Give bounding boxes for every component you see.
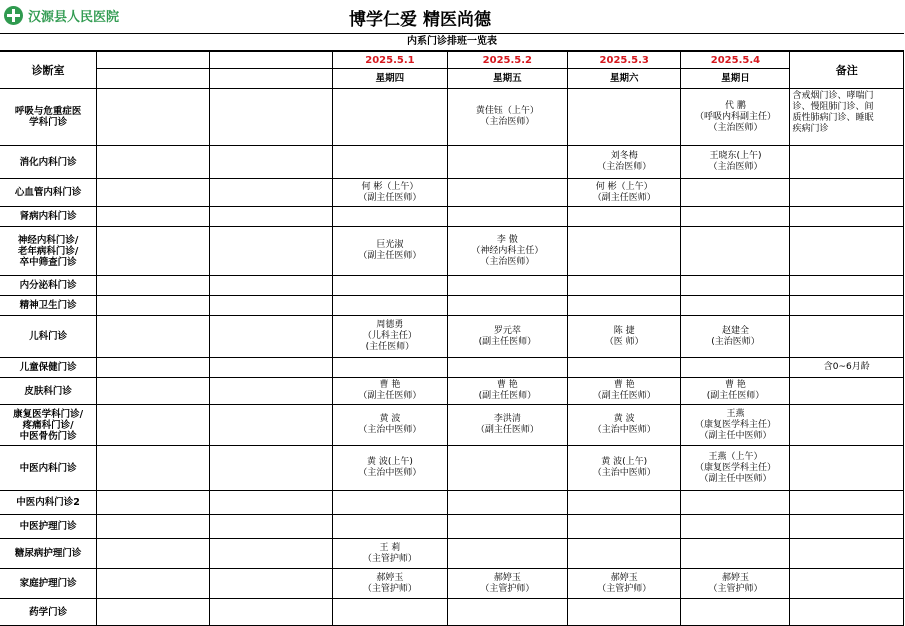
- cell-line: 诊、慢阻肺门诊、间: [792, 102, 874, 112]
- cell-line: 儿童保健门诊: [19, 362, 77, 373]
- cell-line: （主管护师）: [708, 583, 763, 594]
- cell-line: 何 彬（上午）: [361, 181, 419, 192]
- cell-line: 中医内科门诊: [19, 462, 77, 474]
- remark-column-header: 备注: [790, 52, 904, 89]
- cell-line: （儿科主任）: [362, 331, 417, 341]
- doctor-cell: [681, 316, 790, 358]
- cell-line: 李 傲: [496, 234, 518, 245]
- doctor-cell: [681, 515, 790, 539]
- doctor-cell: [333, 227, 448, 276]
- cell-line: (副主任医师）: [478, 336, 537, 347]
- doctor-cell: [333, 296, 448, 316]
- cell-line: （主管护师）: [362, 583, 417, 594]
- dept-name: [0, 227, 97, 276]
- doctor-cell: [567, 316, 680, 358]
- remark-cell: [790, 227, 904, 276]
- empty-cell: [209, 179, 333, 207]
- schedule-row: [0, 89, 904, 146]
- cell-line: 内分泌科门诊: [19, 280, 77, 291]
- schedule-row: [0, 599, 904, 626]
- empty-cell: [97, 316, 209, 358]
- cell-line: 曹 艳: [379, 380, 401, 390]
- cell-line: 李洪清: [493, 414, 521, 424]
- cell-line: （副主任医师）: [592, 192, 656, 203]
- cell-line: 曹 艳: [496, 380, 518, 390]
- doctor-cell: [447, 207, 567, 227]
- doctor-cell: [447, 405, 567, 446]
- schedule-table: [0, 51, 904, 626]
- cell-line: （神经内科主任）: [471, 245, 544, 256]
- doctor-cell: [333, 405, 448, 446]
- doctor-cell: [333, 146, 448, 179]
- cell-line: (主治医师）: [711, 336, 760, 347]
- schedule-row: [0, 227, 904, 276]
- dept-name: [0, 207, 97, 227]
- cell-line: （医 师）: [604, 336, 644, 347]
- doctor-cell: [333, 89, 448, 146]
- doctor-cell: [567, 207, 680, 227]
- remark-cell: [790, 146, 904, 179]
- cell-line: 中医内科门诊2: [16, 497, 80, 508]
- remark-cell: [790, 378, 904, 405]
- doctor-cell: [681, 569, 790, 599]
- doctor-cell: [567, 146, 680, 179]
- doctor-cell: [333, 276, 448, 296]
- doctor-cell: [333, 446, 448, 491]
- empty-cell: [209, 378, 333, 405]
- schedule-row: [0, 539, 904, 569]
- cell-line: （副主任中医师）: [699, 473, 772, 484]
- cell-line: （呼吸内科副主任）: [694, 111, 776, 122]
- doctor-cell: [447, 227, 567, 276]
- doctor-cell: [681, 358, 790, 378]
- empty-cell: [209, 89, 333, 146]
- schedule-row: [0, 276, 904, 296]
- empty-cell: [209, 569, 333, 599]
- cell-line: 疾病门诊: [792, 124, 829, 134]
- dept-name: [0, 599, 97, 626]
- empty-header-cell: [97, 52, 209, 69]
- cell-line: 质性肺病门诊、睡眠: [792, 113, 874, 123]
- hospital-logo: [4, 6, 119, 25]
- empty-cell: [209, 296, 333, 316]
- cell-line: （副主任医师）: [358, 391, 422, 401]
- cell-line: 郝婷玉: [376, 572, 404, 583]
- empty-cell: [209, 539, 333, 569]
- doctor-cell: [447, 539, 567, 569]
- schedule-body: [0, 89, 904, 626]
- empty-cell: [209, 405, 333, 446]
- empty-cell: [97, 446, 209, 491]
- cell-line: 黄 波: [613, 414, 635, 424]
- dept-name: [0, 179, 97, 207]
- dept-name: [0, 405, 97, 446]
- cell-line: 王燕（上午）: [708, 451, 763, 462]
- weekday-header: 星期四: [333, 69, 448, 89]
- cell-line: 曹 艳: [613, 380, 635, 390]
- cell-line: 黄佳钰（上午）: [475, 106, 539, 116]
- doctor-cell: [333, 491, 448, 515]
- empty-cell: [97, 207, 209, 227]
- cell-line: 周德勇: [376, 320, 404, 330]
- cell-line: (副主任医师）: [706, 391, 765, 401]
- date-header: 2025.5.4: [681, 52, 790, 69]
- remark-cell: [790, 276, 904, 296]
- dept-name: [0, 569, 97, 599]
- doctor-cell: [567, 446, 680, 491]
- doctor-cell: [333, 207, 448, 227]
- empty-cell: [209, 207, 333, 227]
- cell-line: （副主任医师）: [592, 391, 656, 401]
- remark-cell: [790, 539, 904, 569]
- cell-line: 中医护理门诊: [19, 521, 77, 532]
- doctor-cell: [447, 316, 567, 358]
- header: [0, 0, 904, 34]
- doctor-cell: [447, 296, 567, 316]
- doctor-cell: [333, 539, 448, 569]
- cell-line: 皮肤科门诊: [24, 385, 72, 397]
- cell-line: 黄 波(上午): [366, 457, 413, 467]
- empty-cell: [209, 491, 333, 515]
- doctor-cell: [447, 446, 567, 491]
- schedule-row: [0, 515, 904, 539]
- empty-cell: [209, 599, 333, 626]
- empty-cell: [209, 316, 333, 358]
- doctor-cell: [447, 89, 567, 146]
- empty-cell: [97, 405, 209, 446]
- schedule-row: [0, 207, 904, 227]
- cell-line: 何 彬（上午）: [595, 181, 653, 192]
- doctor-cell: [333, 378, 448, 405]
- empty-cell: [209, 227, 333, 276]
- cell-line: 含0~6月龄: [823, 362, 870, 372]
- date-header: 2025.5.3: [567, 52, 680, 69]
- doctor-cell: [681, 378, 790, 405]
- cell-line: （主治中医师）: [592, 468, 656, 478]
- doctor-cell: [567, 179, 680, 207]
- cell-line: 呼吸与危重症医: [14, 106, 82, 117]
- remark-cell: [790, 316, 904, 358]
- doctor-cell: [447, 276, 567, 296]
- doctor-cell: [333, 569, 448, 599]
- remark-cell: [790, 207, 904, 227]
- doctor-cell: [567, 89, 680, 146]
- cell-line: 赵建全: [721, 325, 749, 336]
- dept-column-header: 诊断室: [0, 52, 97, 89]
- empty-cell: [97, 378, 209, 405]
- doctor-cell: [681, 276, 790, 296]
- doctor-cell: [333, 316, 448, 358]
- doctor-cell: [681, 207, 790, 227]
- cell-line: 曹 艳: [725, 380, 746, 390]
- remark-cell: [790, 89, 904, 146]
- schedule-row: [0, 446, 904, 491]
- cell-line: 中医骨伤门诊: [19, 430, 77, 442]
- doctor-cell: [447, 179, 567, 207]
- empty-cell: [97, 358, 209, 378]
- cell-line: 刘冬梅: [610, 151, 638, 161]
- doctor-cell: [567, 405, 680, 446]
- remark-cell: [790, 405, 904, 446]
- cell-line: 黄 波(上午): [601, 457, 648, 467]
- doctor-cell: [681, 491, 790, 515]
- page-title: 博学仁爱 精医尚德: [349, 10, 491, 30]
- empty-cell: [97, 569, 209, 599]
- cell-line: （主治中医师）: [592, 425, 656, 435]
- cell-line: （主治中医师）: [358, 468, 422, 478]
- empty-cell: [97, 599, 209, 626]
- cell-line: 药学门诊: [29, 606, 68, 618]
- empty-cell: [209, 515, 333, 539]
- cell-line: （主治医师）: [480, 117, 535, 127]
- date-header: 2025.5.1: [333, 52, 448, 69]
- empty-header-cell: [209, 52, 333, 69]
- cell-line: 卒中筛查门诊: [19, 256, 77, 268]
- doctor-cell: [333, 358, 448, 378]
- doctor-cell: [567, 227, 680, 276]
- empty-cell: [97, 179, 209, 207]
- dept-name: [0, 276, 97, 296]
- cell-line: （主治医师）: [480, 256, 535, 267]
- cell-line: 郝婷玉: [493, 572, 521, 583]
- empty-cell: [209, 358, 333, 378]
- remark-cell: [790, 569, 904, 599]
- dept-name: [0, 491, 97, 515]
- schedule-row: [0, 405, 904, 446]
- schedule-row: [0, 358, 904, 378]
- cell-line: （主管护师）: [480, 583, 535, 594]
- cell-line: 消化内科门诊: [19, 156, 77, 168]
- cell-line: 儿科门诊: [29, 331, 68, 342]
- schedule-row: [0, 491, 904, 515]
- cell-line: 王 莉: [379, 542, 401, 553]
- empty-cell: [97, 491, 209, 515]
- schedule-row: [0, 378, 904, 405]
- cell-line: 王晓东(上午): [709, 151, 762, 161]
- doctor-cell: [681, 405, 790, 446]
- doctor-cell: [567, 296, 680, 316]
- cell-line: （主治医师）: [708, 162, 763, 172]
- empty-cell: [209, 276, 333, 296]
- weekday-header: 星期六: [567, 69, 680, 89]
- dept-name: [0, 358, 97, 378]
- dept-name: [0, 446, 97, 491]
- empty-cell: [97, 146, 209, 179]
- doctor-cell: [447, 358, 567, 378]
- doctor-cell: [333, 515, 448, 539]
- doctor-cell: [447, 146, 567, 179]
- doctor-cell: [681, 146, 790, 179]
- cell-line: （主管护师）: [362, 553, 417, 564]
- doctor-cell: [681, 179, 790, 207]
- cell-line: （副主任中医师）: [699, 430, 772, 441]
- schedule-row: [0, 146, 904, 179]
- cell-line: 陈 捷: [613, 325, 635, 336]
- doctor-cell: [567, 515, 680, 539]
- cell-line: （副主任医师）: [358, 251, 422, 261]
- empty-cell: [209, 446, 333, 491]
- cell-line: 代 鹏: [725, 100, 746, 111]
- doctor-cell: [447, 569, 567, 599]
- cell-line: 心血管内科门诊: [14, 187, 82, 198]
- hospital-name: 汉源县人民医院: [28, 10, 120, 25]
- doctor-cell: [567, 491, 680, 515]
- cell-line: 巨光淑: [376, 240, 404, 250]
- cell-line: 郝婷玉: [721, 572, 749, 583]
- dept-name: [0, 146, 97, 179]
- empty-cell: [97, 89, 209, 146]
- doctor-cell: [333, 179, 448, 207]
- doctor-cell: [567, 358, 680, 378]
- cell-line: 糖尿病护理门诊: [14, 548, 82, 559]
- doctor-cell: [681, 296, 790, 316]
- dept-name: [0, 316, 97, 358]
- schedule-row: [0, 296, 904, 316]
- doctor-cell: [447, 491, 567, 515]
- cell-line: 精神卫生门诊: [19, 300, 77, 311]
- dept-name: [0, 515, 97, 539]
- hospital-cross-icon: [4, 6, 23, 25]
- remark-cell: [790, 491, 904, 515]
- cell-line: （副主任医师）: [358, 192, 422, 203]
- empty-cell: [97, 539, 209, 569]
- doctor-cell: [447, 378, 567, 405]
- remark-cell: [790, 179, 904, 207]
- cell-line: 老年病科门诊/: [17, 245, 79, 257]
- cell-line: 疼痛科门诊/: [22, 419, 74, 431]
- doctor-cell: [567, 569, 680, 599]
- cell-line: （副主任医师）: [475, 425, 539, 435]
- remark-cell: [790, 515, 904, 539]
- doctor-cell: [447, 515, 567, 539]
- doctor-cell: [567, 599, 680, 626]
- cell-line: 学科门诊: [29, 117, 68, 128]
- dept-name: [0, 539, 97, 569]
- dept-name: [0, 378, 97, 405]
- cell-line: （主治中医师）: [358, 425, 422, 435]
- schedule-row: [0, 316, 904, 358]
- empty-cell: [97, 276, 209, 296]
- weekday-header: 星期日: [681, 69, 790, 89]
- doctor-cell: [333, 599, 448, 626]
- doctor-cell: [681, 599, 790, 626]
- cell-line: 康复医学科门诊/: [13, 408, 84, 420]
- schedule-row: [0, 569, 904, 599]
- date-header: 2025.5.2: [447, 52, 567, 69]
- cell-line: 黄 波: [379, 414, 401, 424]
- schedule-row: [0, 179, 904, 207]
- cell-line: 家庭护理门诊: [19, 578, 77, 589]
- doctor-cell: [567, 378, 680, 405]
- schedule-subtitle: 内系门诊排班一览表: [0, 33, 904, 51]
- remark-cell: [790, 296, 904, 316]
- remark-cell: [790, 358, 904, 378]
- cell-line: 含戒烟门诊、哮喘门: [792, 91, 874, 101]
- cell-line: 肾病内科门诊: [19, 211, 77, 222]
- doctor-cell: [567, 539, 680, 569]
- cell-line: 郝婷玉: [610, 572, 638, 583]
- doctor-cell: [681, 227, 790, 276]
- empty-cell: [209, 146, 333, 179]
- doctor-cell: [681, 539, 790, 569]
- empty-cell: [97, 296, 209, 316]
- empty-cell: [97, 227, 209, 276]
- empty-header-cell: [209, 69, 333, 89]
- doctor-cell: [567, 276, 680, 296]
- cell-line: (主任医师）: [365, 342, 415, 352]
- cell-line: （康复医学科主任）: [694, 462, 776, 473]
- cell-line: （康复医学科主任）: [694, 419, 776, 430]
- weekday-header: 星期五: [447, 69, 567, 89]
- cell-line: （主管护师）: [597, 583, 652, 594]
- cell-line: （主治医师）: [708, 122, 763, 133]
- cell-line: （主治医师）: [597, 162, 652, 172]
- remark-cell: [790, 446, 904, 491]
- doctor-cell: [681, 89, 790, 146]
- cell-line: 王燕: [726, 408, 745, 419]
- cell-line: 罗元萃: [493, 325, 521, 336]
- dept-name: [0, 296, 97, 316]
- remark-cell: [790, 599, 904, 626]
- doctor-cell: [681, 446, 790, 491]
- cell-line: (副主任医师）: [478, 391, 537, 401]
- cell-line: 神经内科门诊/: [17, 234, 79, 246]
- empty-header-cell: [97, 69, 209, 89]
- doctor-cell: [447, 599, 567, 626]
- empty-cell: [97, 515, 209, 539]
- dept-name: [0, 89, 97, 146]
